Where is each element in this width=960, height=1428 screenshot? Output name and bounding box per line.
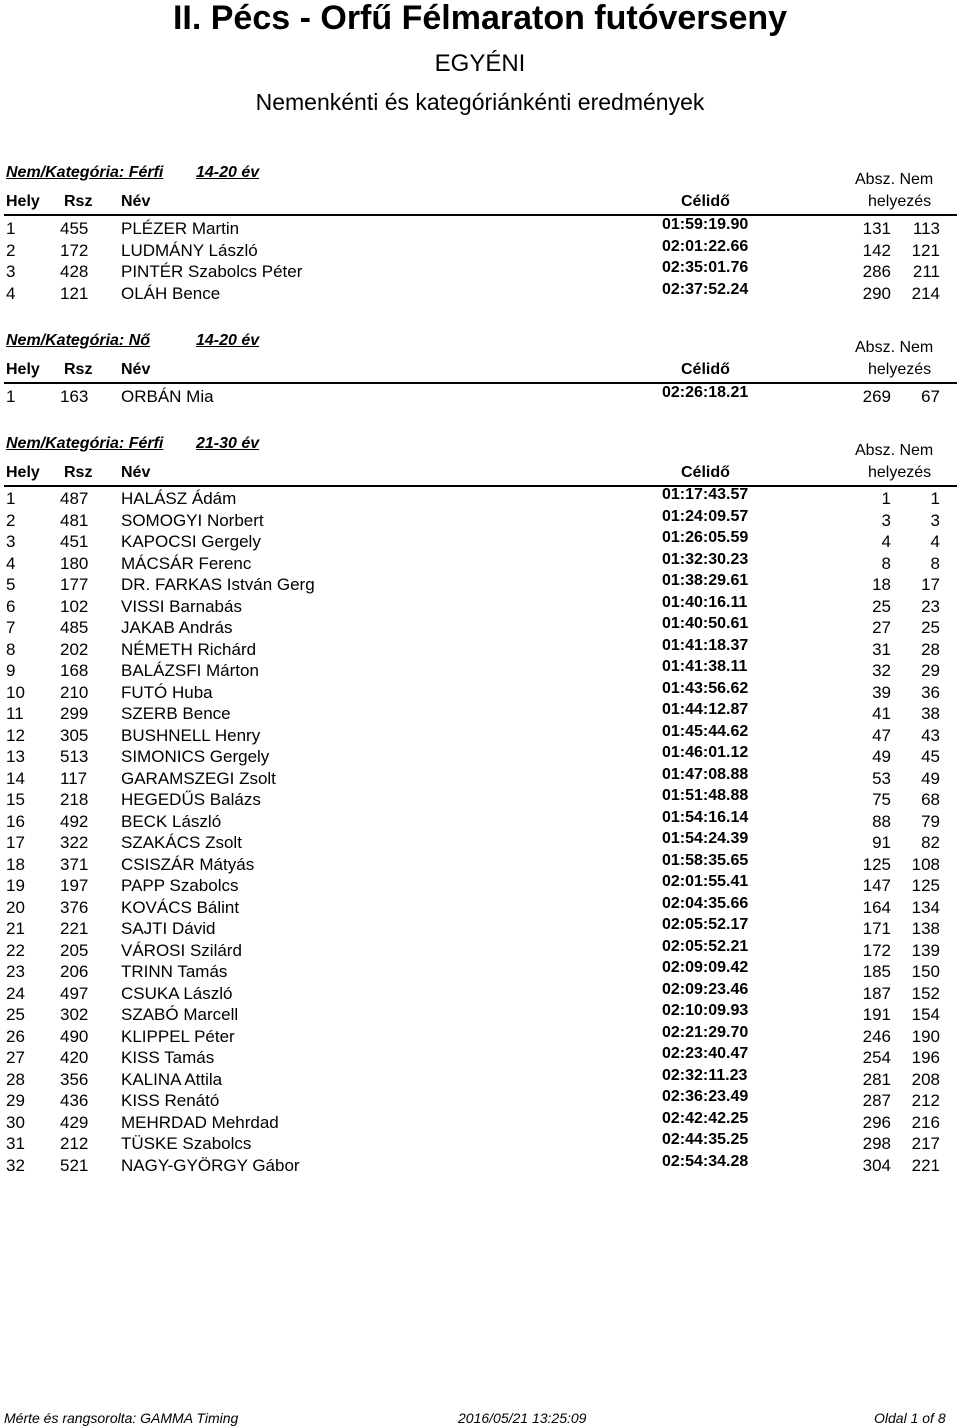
table-row (0, 488, 960, 509)
place-cell: 29 (6, 1091, 25, 1110)
finish-time-cell: 01:45:44.62 (662, 722, 749, 740)
table-row (0, 1004, 960, 1025)
gender-rank-cell: 113 (912, 219, 940, 238)
col-hely: Hely (6, 361, 40, 378)
header-rule (4, 214, 957, 216)
table-row (0, 660, 960, 681)
finish-time-cell: 01:54:16.14 (662, 808, 749, 826)
gender-rank-cell: 108 (911, 854, 940, 874)
name-cell: HALÁSZ Ádám (121, 489, 237, 508)
overall-rank-cell: 246 (862, 1026, 891, 1046)
table-row (0, 261, 960, 282)
overall-rank-cell: 32 (872, 661, 891, 680)
bib-cell: 455 (60, 219, 89, 238)
page-title: II. Pécs - Orfű Félmaraton futóverseny (172, 0, 788, 37)
place-cell: 17 (6, 833, 25, 852)
finish-time-cell: 02:32:11.23 (662, 1066, 748, 1084)
category-label: Nem/Kategória: Férfi (6, 164, 164, 181)
name-cell: KISS Renátó (121, 1091, 220, 1110)
place-cell: 32 (6, 1155, 25, 1175)
col-hely: Hely (6, 193, 40, 210)
gender-rank-cell: 43 (921, 725, 940, 745)
name-cell: NAGY-GYÖRGY Gábor (121, 1155, 300, 1175)
footer-timestamp: 2016/05/21 13:25:09 (458, 1410, 587, 1426)
place-cell: 25 (6, 1005, 25, 1024)
category-label: Nem/Kategória: Férfi (6, 435, 164, 452)
name-cell: NÉMETH Richárd (121, 639, 257, 659)
place-cell: 27 (6, 1048, 25, 1067)
table-row (0, 617, 960, 638)
name-cell: SAJTI Dávid (121, 919, 216, 938)
place-cell: 31 (6, 1134, 25, 1153)
finish-time-cell: 01:54:24.39 (662, 830, 749, 847)
gender-rank-cell: 17 (921, 575, 940, 594)
gender-rank-cell: 79 (921, 811, 940, 831)
finish-time-cell: 02:54:34.28 (662, 1152, 749, 1170)
gender-rank-cell: 29 (921, 661, 940, 680)
finish-time-cell: 02:23:40.47 (662, 1045, 749, 1062)
helyezes-header: helyezés (868, 193, 932, 210)
table-row (0, 1090, 960, 1111)
place-cell: 24 (6, 983, 25, 1003)
finish-time-cell: 01:44:12.87 (662, 701, 749, 718)
table-row (0, 808, 960, 832)
finish-time-cell: 01:41:38.11 (662, 658, 748, 675)
place-cell: 15 (6, 790, 25, 809)
table-row (0, 280, 960, 304)
bib-cell: 206 (60, 962, 89, 981)
overall-rank-cell: 75 (872, 790, 891, 809)
name-cell: KOVÁCS Bálint (121, 897, 240, 917)
event-type: EGYÉNI (434, 50, 526, 77)
table-row (0, 386, 960, 407)
bib-cell: 102 (60, 596, 89, 616)
gender-rank-cell: 49 (921, 768, 940, 788)
name-cell: FUTÓ Huba (121, 682, 213, 702)
name-cell: GARAMSZEGI Zsolt (121, 768, 276, 788)
overall-rank-cell: 164 (862, 897, 891, 917)
place-cell: 5 (6, 575, 16, 594)
name-cell: SZABÓ Marcell (121, 1005, 239, 1024)
name-cell: KALINA Attila (121, 1069, 223, 1089)
name-cell: JAKAB András (121, 618, 233, 637)
name-cell: LUDMÁNY László (121, 240, 258, 260)
place-cell: 28 (6, 1069, 25, 1089)
overall-rank-cell: 187 (862, 983, 891, 1003)
gender-rank-cell: 217 (911, 1134, 940, 1153)
place-cell: 11 (6, 704, 24, 723)
table-row (0, 550, 960, 574)
gender-rank-cell: 23 (921, 596, 940, 616)
category-label: Nem/Kategória: Nő (6, 332, 151, 349)
table-row (0, 746, 960, 767)
bib-cell: 121 (60, 283, 89, 303)
age-group: 14-20 év (196, 332, 260, 349)
bib-cell: 436 (60, 1091, 89, 1110)
overall-rank-cell: 298 (862, 1134, 891, 1153)
bib-cell: 497 (60, 983, 89, 1003)
gender-rank-cell: 67 (921, 387, 940, 406)
overall-rank-cell: 191 (862, 1005, 891, 1024)
gender-rank-cell: 125 (911, 876, 940, 895)
bib-cell: 481 (60, 510, 89, 530)
col-celido: Célidő (681, 361, 730, 378)
gender-rank-cell: 212 (911, 1091, 940, 1110)
name-cell: KLIPPEL Péter (121, 1026, 235, 1046)
overall-rank-cell: 281 (862, 1069, 891, 1089)
overall-rank-cell: 4 (881, 532, 891, 551)
name-cell: CSUKA László (121, 983, 233, 1003)
overall-rank-cell: 91 (872, 833, 891, 852)
finish-time-cell: 02:09:23.46 (662, 980, 749, 998)
overall-rank-cell: 125 (862, 854, 891, 874)
finish-time-cell: 02:01:55.41 (662, 873, 749, 890)
gender-rank-cell: 134 (911, 897, 940, 917)
bib-cell: 180 (60, 553, 89, 573)
place-cell: 1 (6, 489, 16, 508)
finish-time-cell: 01:24:09.57 (662, 507, 749, 525)
name-cell: OLÁH Bence (121, 283, 221, 303)
gender-rank-cell: 82 (921, 833, 940, 852)
bib-cell: 513 (60, 747, 89, 766)
place-cell: 4 (6, 283, 16, 303)
table-row (0, 765, 960, 789)
table-row (0, 636, 960, 660)
finish-time-cell: 02:35:01.76 (662, 259, 749, 276)
name-cell: DR. FARKAS István Gerg (121, 575, 315, 594)
header-rule (4, 382, 957, 384)
finish-time-cell: 01:17:43.57 (662, 486, 749, 503)
bib-cell: 212 (60, 1134, 89, 1153)
gender-rank-cell: 154 (911, 1005, 940, 1024)
gender-rank-cell: 152 (911, 983, 940, 1003)
finish-time-cell: 02:10:09.93 (662, 1002, 749, 1019)
bib-cell: 302 (60, 1005, 89, 1024)
gender-rank-cell: 36 (921, 682, 940, 702)
helyezes-header: helyezés (868, 464, 932, 481)
name-cell: TRINN Tamás (121, 962, 228, 981)
overall-rank-cell: 25 (872, 596, 891, 616)
finish-time-cell: 02:01:22.66 (662, 237, 749, 255)
name-cell: HEGEDŰS Balázs (121, 790, 261, 809)
place-cell: 21 (6, 919, 25, 938)
overall-rank-cell: 27 (872, 618, 891, 637)
gender-rank-cell: 38 (921, 704, 940, 723)
table-row (0, 1109, 960, 1133)
bib-cell: 177 (60, 575, 89, 594)
name-cell: KAPOCSI Gergely (121, 532, 261, 551)
place-cell: 4 (6, 553, 16, 573)
table-row (0, 961, 960, 982)
place-cell: 22 (6, 940, 25, 960)
table-row (0, 851, 960, 875)
finish-time-cell: 01:47:08.88 (662, 765, 749, 783)
overall-rank-cell: 41 (872, 704, 891, 723)
overall-rank-cell: 304 (862, 1155, 891, 1175)
name-cell: VISSI Barnabás (121, 596, 242, 616)
overall-rank-cell: 31 (872, 639, 891, 659)
name-cell: KISS Tamás (121, 1048, 215, 1067)
name-cell: PAPP Szabolcs (121, 876, 239, 895)
gender-rank-cell: 190 (911, 1026, 940, 1046)
name-cell: SZAKÁCS Zsolt (121, 833, 242, 852)
gender-rank-cell: 196 (911, 1048, 940, 1067)
name-cell: BUSHNELL Henry (121, 725, 261, 745)
overall-rank-cell: 1 (881, 489, 891, 508)
place-cell: 3 (6, 262, 16, 281)
name-cell: ORBÁN Mia (121, 387, 214, 406)
table-row (0, 531, 960, 552)
place-cell: 2 (6, 510, 16, 530)
bib-cell: 117 (60, 768, 88, 788)
name-cell: SIMONICS Gergely (121, 747, 270, 766)
gender-rank-cell: 8 (930, 553, 940, 573)
place-cell: 6 (6, 596, 16, 616)
finish-time-cell: 01:38:29.61 (662, 572, 749, 589)
results-subtitle: Nemenkénti és kategóriánkénti eredmények (255, 89, 705, 115)
table-row (0, 1023, 960, 1047)
finish-time-cell: 02:37:52.24 (662, 280, 749, 298)
finish-time-cell: 01:51:48.88 (662, 787, 749, 804)
table-row (0, 1133, 960, 1154)
gender-rank-cell: 68 (921, 790, 940, 809)
table-row (0, 1066, 960, 1090)
bib-cell: 221 (60, 919, 89, 938)
col-rsz: Rsz (64, 193, 93, 210)
place-cell: 1 (6, 219, 16, 238)
finish-time-cell: 01:43:56.62 (662, 679, 749, 697)
footer-page-number: Oldal 1 of 8 (874, 1410, 946, 1426)
overall-rank-cell: 142 (862, 240, 891, 260)
bib-cell: 376 (60, 897, 89, 917)
overall-rank-cell: 287 (862, 1091, 891, 1110)
col-hely: Hely (6, 464, 40, 481)
bib-cell: 487 (60, 489, 89, 508)
bib-cell: 451 (60, 532, 89, 551)
overall-rank-cell: 3 (881, 510, 891, 530)
overall-rank-cell: 254 (862, 1048, 891, 1067)
finish-time-cell: 01:40:16.11 (662, 593, 748, 611)
gender-rank-cell: 139 (911, 940, 940, 960)
place-cell: 1 (6, 387, 16, 406)
bib-cell: 322 (60, 833, 89, 852)
table-row (0, 980, 960, 1004)
overall-rank-cell: 172 (862, 940, 891, 960)
name-cell: PLÉZER Martin (121, 219, 240, 238)
bib-cell: 356 (60, 1069, 89, 1089)
place-cell: 9 (6, 661, 16, 680)
place-cell: 30 (6, 1112, 25, 1132)
bib-cell: 202 (60, 639, 89, 659)
bib-cell: 521 (60, 1155, 89, 1175)
overall-rank-cell: 290 (862, 283, 891, 303)
table-row (0, 918, 960, 939)
overall-rank-cell: 171 (862, 919, 891, 938)
overall-rank-cell: 185 (862, 962, 891, 981)
table-row (0, 507, 960, 531)
bib-cell: 205 (60, 940, 89, 960)
table-row (0, 218, 960, 239)
col-nev: Név (121, 193, 151, 210)
finish-time-cell: 01:40:50.61 (662, 615, 749, 632)
bib-cell: 371 (60, 854, 89, 874)
place-cell: 20 (6, 897, 25, 917)
finish-time-cell: 01:41:18.37 (662, 636, 749, 654)
place-cell: 14 (6, 768, 25, 788)
overall-rank-cell: 53 (872, 768, 891, 788)
gender-rank-cell: 138 (911, 919, 940, 938)
name-cell: PINTÉR Szabolcs Péter (121, 262, 303, 281)
table-row (0, 1152, 960, 1176)
bib-cell: 420 (60, 1048, 89, 1067)
overall-rank-cell: 39 (872, 682, 891, 702)
finish-time-cell: 02:21:29.70 (662, 1023, 749, 1041)
table-row (0, 789, 960, 810)
bib-cell: 218 (60, 790, 89, 809)
overall-rank-cell: 47 (872, 725, 891, 745)
gender-rank-cell: 4 (930, 532, 940, 551)
table-row (0, 679, 960, 703)
col-celido: Célidő (681, 464, 730, 481)
place-cell: 10 (6, 682, 25, 702)
place-cell: 19 (6, 876, 25, 895)
gender-rank-cell: 208 (911, 1069, 940, 1089)
gender-rank-cell: 25 (921, 618, 940, 637)
gender-rank-cell: 221 (911, 1155, 940, 1175)
footer-timing-credit: Mérte és rangsorolta: GAMMA Timing (4, 1410, 239, 1426)
gender-rank-cell: 1 (930, 489, 940, 508)
overall-rank-cell: 88 (872, 811, 891, 831)
finish-time-cell: 02:05:52.17 (662, 916, 749, 933)
bib-cell: 490 (60, 1026, 89, 1046)
bib-cell: 485 (60, 618, 89, 637)
place-cell: 16 (6, 811, 25, 831)
finish-time-cell: 01:46:01.12 (662, 744, 749, 761)
overall-rank-cell: 147 (862, 876, 891, 895)
bib-cell: 305 (60, 725, 89, 745)
overall-rank-cell: 131 (862, 219, 891, 238)
place-cell: 8 (6, 639, 16, 659)
col-celido: Célidő (681, 193, 730, 210)
gender-rank-cell: 28 (921, 639, 940, 659)
finish-time-cell: 02:05:52.21 (662, 937, 749, 955)
place-cell: 26 (6, 1026, 25, 1046)
finish-time-cell: 02:42:42.25 (662, 1109, 749, 1127)
header-rule (4, 485, 957, 487)
finish-time-cell: 02:09:09.42 (662, 959, 749, 976)
col-nev: Név (121, 361, 151, 378)
col-nev: Név (121, 464, 151, 481)
overall-rank-cell: 286 (862, 262, 891, 281)
table-row (0, 894, 960, 918)
name-cell: CSISZÁR Mátyás (121, 854, 255, 874)
bib-cell: 168 (60, 661, 89, 680)
overall-rank-cell: 296 (862, 1112, 891, 1132)
overall-rank-cell: 269 (862, 387, 891, 406)
absz-nem-header: Absz. Nem (855, 339, 934, 356)
finish-time-cell: 01:58:35.65 (662, 851, 749, 869)
finish-time-cell: 02:36:23.49 (662, 1088, 749, 1105)
helyezes-header: helyezés (868, 361, 932, 378)
name-cell: VÁROSI Szilárd (121, 940, 242, 960)
table-row (0, 237, 960, 261)
table-row (0, 1047, 960, 1068)
table-row (0, 937, 960, 961)
bib-cell: 299 (60, 704, 89, 723)
col-rsz: Rsz (64, 361, 93, 378)
bib-cell: 492 (60, 811, 89, 831)
finish-time-cell: 01:26:05.59 (662, 529, 749, 546)
bib-cell: 210 (60, 682, 89, 702)
gender-rank-cell: 214 (911, 283, 940, 303)
finish-time-cell: 01:59:19.90 (662, 216, 749, 233)
name-cell: SZERB Bence (121, 704, 231, 723)
table-row (0, 832, 960, 853)
place-cell: 3 (6, 532, 16, 551)
place-cell: 18 (6, 854, 25, 874)
bib-cell: 428 (60, 262, 89, 281)
age-group: 14-20 év (196, 164, 260, 181)
name-cell: BECK László (121, 811, 222, 831)
name-cell: TÜSKE Szabolcs (121, 1134, 252, 1153)
finish-time-cell: 02:04:35.66 (662, 894, 749, 912)
age-group: 21-30 év (196, 435, 260, 452)
overall-rank-cell: 8 (881, 553, 891, 573)
overall-rank-cell: 18 (872, 575, 891, 594)
gender-rank-cell: 216 (911, 1112, 940, 1132)
table-row (0, 593, 960, 617)
finish-time-cell: 02:26:18.21 (662, 384, 749, 401)
absz-nem-header: Absz. Nem (855, 442, 934, 459)
bib-cell: 429 (60, 1112, 89, 1132)
finish-time-cell: 02:44:35.25 (662, 1131, 749, 1148)
gender-rank-cell: 45 (921, 747, 940, 766)
place-cell: 23 (6, 962, 25, 981)
place-cell: 13 (6, 747, 25, 766)
name-cell: MEHRDAD Mehrdad (121, 1112, 279, 1132)
name-cell: MÁCSÁR Ferenc (121, 553, 252, 573)
name-cell: BALÁZSFI Márton (121, 661, 259, 680)
table-row (0, 722, 960, 746)
bib-cell: 172 (60, 240, 89, 260)
table-row (0, 875, 960, 896)
absz-nem-header: Absz. Nem (855, 171, 934, 188)
name-cell: SOMOGYI Norbert (121, 510, 264, 530)
table-row (0, 574, 960, 595)
place-cell: 12 (6, 725, 25, 745)
place-cell: 2 (6, 240, 16, 260)
gender-rank-cell: 150 (911, 962, 940, 981)
bib-cell: 197 (60, 876, 89, 895)
gender-rank-cell: 3 (930, 510, 940, 530)
overall-rank-cell: 49 (872, 747, 891, 766)
table-row (0, 703, 960, 724)
bib-cell: 163 (60, 387, 89, 406)
col-rsz: Rsz (64, 464, 93, 481)
gender-rank-cell: 211 (912, 262, 940, 281)
gender-rank-cell: 121 (911, 240, 940, 260)
finish-time-cell: 01:32:30.23 (662, 550, 749, 568)
place-cell: 7 (6, 618, 16, 637)
